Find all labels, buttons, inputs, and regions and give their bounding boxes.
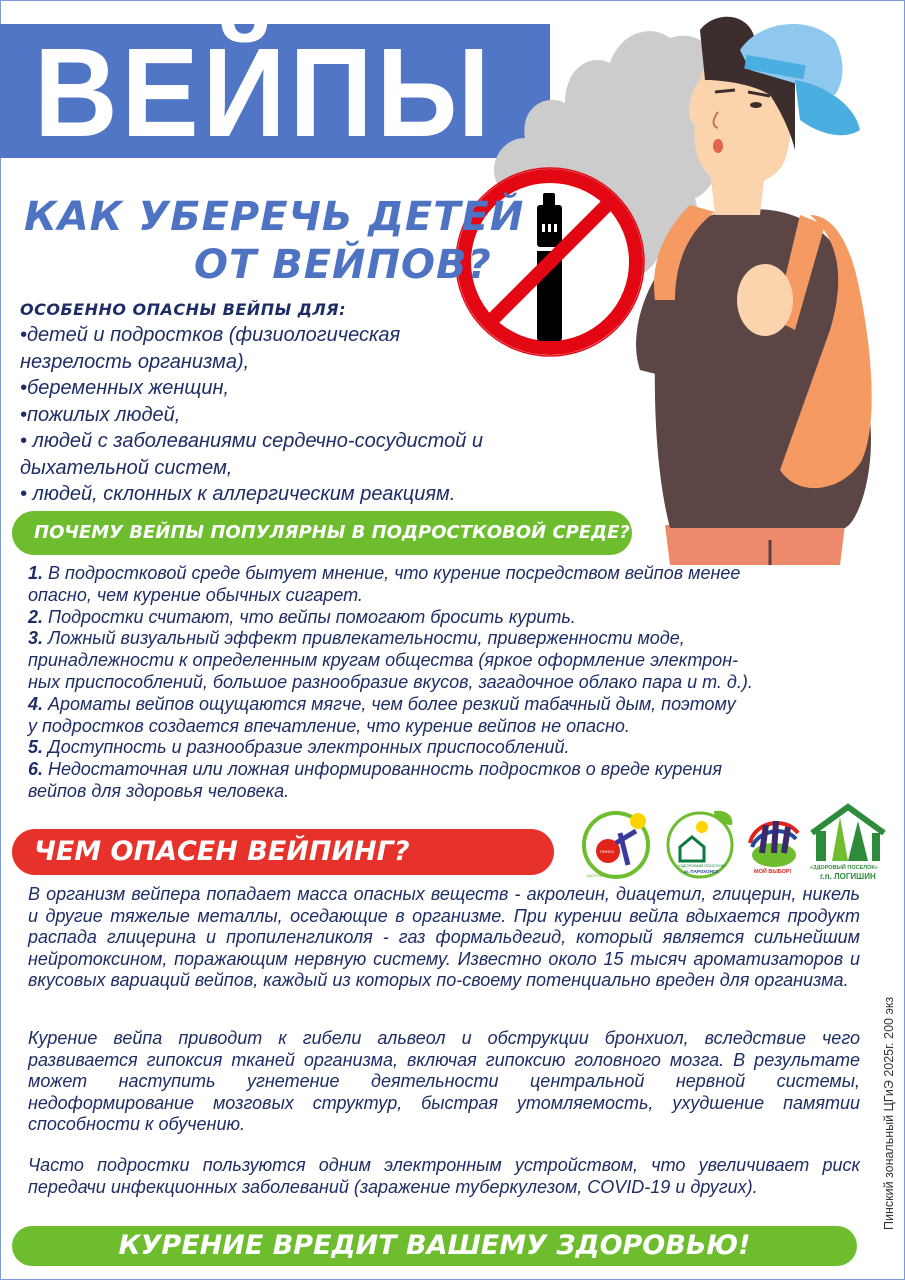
reason-text: у подростков создается впечатление, что курение вейпов не опасно.: [28, 715, 630, 736]
risk-line: •детей и подростков (физиологическая: [20, 324, 401, 346]
reason-text: В подростковой среде бытует мнение, что курение посредством вейпов менее: [48, 563, 741, 583]
partner-logos: [578, 803, 888, 881]
healthy-village-logishin-logo: [806, 803, 888, 881]
reason-text: Доступность и разнообразие электронных приспособлений.: [48, 737, 570, 758]
logo-text: ЗДОРОВЫЙ ГОРОД: [586, 873, 624, 878]
reason-number: 3.: [28, 628, 44, 649]
logo-text: «ЗДОРОВЫЙ ПОСЕЛОК»: [678, 863, 727, 868]
risk-line: дыхательной систем,: [20, 456, 233, 479]
logo-text: МОЙ ВЫБОР!: [754, 869, 792, 875]
logo-text: «ЗДОРОВЫЙ ПОСЕЛОК»: [810, 865, 878, 871]
logo-small-text: ПИНСК: [600, 849, 614, 854]
slogan-banner: КУРЕНИЕ ВРЕДИТ ВАШЕМУ ЗДОРОВЬЮ!: [12, 1226, 857, 1266]
reason-text: Ложный визуальный эффект привлекательности, приверженности моде,: [48, 628, 685, 649]
risk-groups-heading: ОСОБЕННО ОПАСНЫ ВЕЙПЫ ДЛЯ:: [20, 300, 346, 319]
imprint-text: Пинский зональный ЦГиЭ 2025г. 200 экз: [882, 996, 896, 1230]
logo-small-text: г.п. ЛОГИШИН: [820, 872, 876, 881]
danger-heading-banner: ЧЕМ ОПАСЕН ВЕЙПИНГ?: [12, 829, 554, 875]
risk-line: •пожилых людей,: [20, 403, 181, 426]
subtitle-line-2: ОТ ВЕЙПОВ?: [194, 242, 492, 288]
danger-paragraph-2: Курение вейпа приводит к гибели альвеол и обструкции бронхиол, вследствие чего развивается гипоксия тканей организма, включая гипоксию головного мозга. В результате может наступить угнетение деятельности центральной нервной системы, недоформирование мозговых структур, быстрая утомляемость, ухудшение памятии способности к обучению.: [28, 1028, 860, 1135]
risk-line: •беременных женщин,: [20, 377, 230, 399]
reason-number: 4.: [28, 693, 44, 714]
reason-number: 1.: [28, 563, 44, 583]
danger-paragraph-3: Часто подростки пользуются одним электронным устройством, что увеличивает риск передачи инфекционных заболеваний (заражение туберкулезом, COVID-19 и других).: [28, 1155, 860, 1197]
reason-text: принадлежности к определенным кругам общества (яркое оформление электрон-: [28, 650, 739, 671]
reason-number: 5.: [28, 737, 44, 758]
reason-text: опасно, чем курение обычных сигарет.: [28, 584, 363, 605]
risk-groups-list: [20, 322, 580, 508]
healthy-village-parokhonsk-logo: [662, 803, 740, 881]
reason-number: 6.: [28, 759, 44, 780]
reason-text: Подростки считают, что вейпы помогают бросить курить.: [48, 606, 576, 627]
reason-text: ных приспособлений, большое разнообразие вкусов, загадочное облако пара и т. д.).: [28, 671, 753, 692]
popularity-reasons-list: [28, 563, 868, 803]
subtitle-line-1: КАК УБЕРЕЧЬ ДЕТЕЙ: [24, 194, 525, 240]
reason-text: Ароматы вейпов ощущаются мягче, чем более резкий табачный дым, поэтому: [48, 693, 736, 714]
healthy-city-pinsk-logo: [578, 803, 656, 881]
reason-number: 2.: [28, 606, 44, 627]
risk-line: незрелость организма),: [20, 350, 250, 373]
my-choice-logo: [744, 803, 804, 881]
page-title: ВЕЙПЫ: [34, 22, 494, 163]
reason-text: Недостаточная или ложная информированность подростков о вреде курения: [48, 759, 722, 780]
logo-small-text: аг. ПАРОХОНСК: [684, 869, 719, 874]
popularity-heading-banner: ПОЧЕМУ ВЕЙПЫ ПОПУЛЯРНЫ В ПОДРОСТКОВОЙ СРЕДЕ?: [12, 511, 632, 555]
risk-line: • людей, склонных к аллергическим реакциям.: [20, 483, 456, 505]
risk-line: • людей с заболеваниями сердечно-сосудистой и: [20, 430, 484, 452]
reason-text: вейпов для здоровья человека.: [28, 780, 290, 801]
danger-paragraph-1: В организм вейпера попадает масса опасных веществ - акролеин, диацетил, глицерин, никель и другие тяжелые металлы, оседающие в организме. При курении вейла вдыхается продукт распада глицерина и пропиленгликоля - газ формальдегид, который является сильнейшим нейротоксином, поражающим нервную систему. Известно около 15 тысяч ароматизаторов и вкусовых вариаций вейпов, каждый из которых по-своему потенциально вреден для организма.: [28, 884, 860, 991]
